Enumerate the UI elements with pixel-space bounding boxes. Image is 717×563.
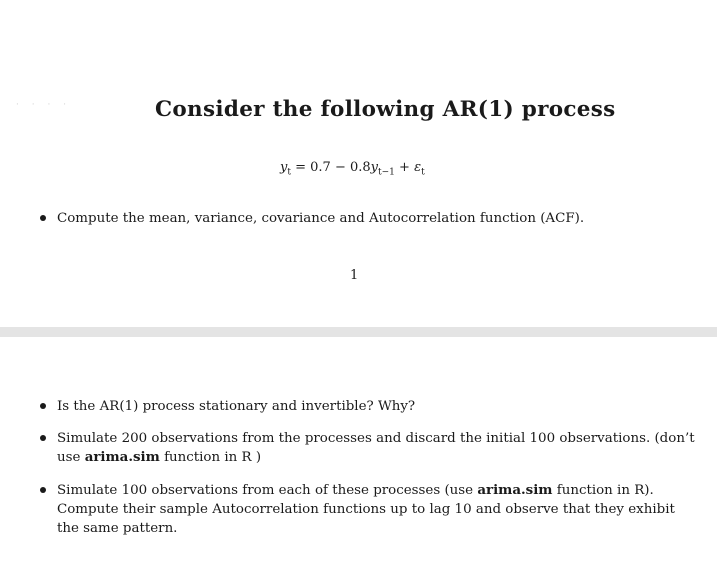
equation-lag-variable: y (370, 160, 379, 175)
equation-error-subscript: t (421, 167, 425, 178)
equation-error-variable: ε (414, 160, 422, 175)
bullet-text-part-b: function in R ) (159, 450, 262, 465)
bullet-text-part-b: function in R). Compute their sample Autocorrelation functions up to lag 10 and observe that they exhibit the same pattern. (57, 483, 675, 536)
bullet-text-part-a: Simulate 100 observations from each of these processes (use (57, 483, 478, 498)
equation-lag-subscript: t−1 (378, 167, 395, 178)
equation-plus: + (394, 160, 415, 175)
equation-lhs-variable: y (280, 160, 288, 175)
bullet-text: Compute the mean, variance, covariance and Autocorrelation function (ACF). (57, 211, 585, 226)
page-number: 1 (350, 268, 359, 283)
ar1-equation (280, 160, 425, 178)
bullet-text-part-a: Simulate 200 observations from the processes and discard the initial 100 observations. (don’t use (57, 431, 695, 465)
bullet-stationarity (57, 397, 697, 416)
page-separator (0, 327, 717, 337)
document-page-2 (0, 337, 717, 563)
code-term-arima-sim: arima.sim (84, 449, 160, 465)
faint-scan-mark: · · · · (16, 100, 72, 110)
bullet-simulate-arima-sim (57, 481, 697, 538)
bullet-simulate-manual (57, 429, 697, 467)
code-term-arima-sim: arima.sim (477, 482, 553, 498)
section-heading: Consider the following AR(1) process (155, 97, 616, 122)
equation-equals-part: = 0.7 − 0.8 (290, 160, 371, 175)
bullet-compute-moments (57, 209, 697, 228)
equation-lhs-subscript: t (287, 167, 291, 178)
bullet-text: Is the AR(1) process stationary and invertible? Why? (57, 399, 416, 414)
